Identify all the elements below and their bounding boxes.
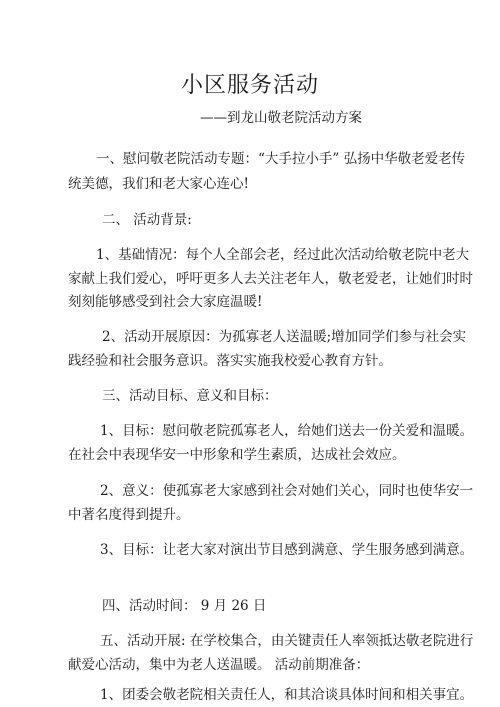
paragraph-line: 1、目标：慰问敬老院孤寡老人，给她们送去一份关爱和温暖。 [100,423,474,439]
section-heading: 二、 活动背景: [102,212,192,228]
paragraph-line: 2、意义：使孤寡老大家感到社会对她们关心，同时也使华安一 [100,483,474,499]
paragraph-line: 1、团委会敬老院相关责任人，和其洽谈具体时间和相关事宜。 [100,687,474,703]
section-heading: 三、活动目标、意义和目标： [102,388,278,404]
paragraph-line: 1、基础情况：每个人全部会老，经过此次活动给敬老院中老大 [96,247,470,263]
paragraph-line: 刻刻能够感受到社会大家庭温暖! [68,294,263,310]
paragraph-line: 五、活动开展: 在学校集合，由关键责任人率领抵达敬老院进行 [100,633,474,649]
paragraph-line: 践经验和社会服务意识。落实实施我校爱心教育方针。 [68,353,392,369]
paragraph-line: 一、慰问敬老院活动专题：“大手拉小手” 弘扬中华敬老爱老传 [96,151,466,167]
section-heading: 四、活动时间： 9 月 26 日 [102,598,267,614]
paragraph-line: 2、活动开展原因：为孤寡老人送温暖;增加同学们参与社会实 [102,329,467,345]
paragraph-line: 中著名度得到提升。 [68,507,190,523]
document-title: 小区服务活动 [180,73,319,98]
paragraph-line: 统美德，我们和老大家心连心! [68,176,249,192]
document-subtitle: ——到龙山敬老院活动方案 [200,110,362,126]
paragraph-line: 3、目标：让老大家对演出节目感到满意、学生服务感到满意。 [100,542,474,558]
paragraph-line: 家献上我们爱心，呼吁更多人去关注老年人，敬老爱老，让她们时时 [68,271,473,287]
paragraph-line: 献爱心活动，集中为老人送温暖。 活动前期准备： [68,657,370,673]
paragraph-line: 在社会中表现华安一中形象和学生素质，达成社会效应。 [68,447,406,463]
